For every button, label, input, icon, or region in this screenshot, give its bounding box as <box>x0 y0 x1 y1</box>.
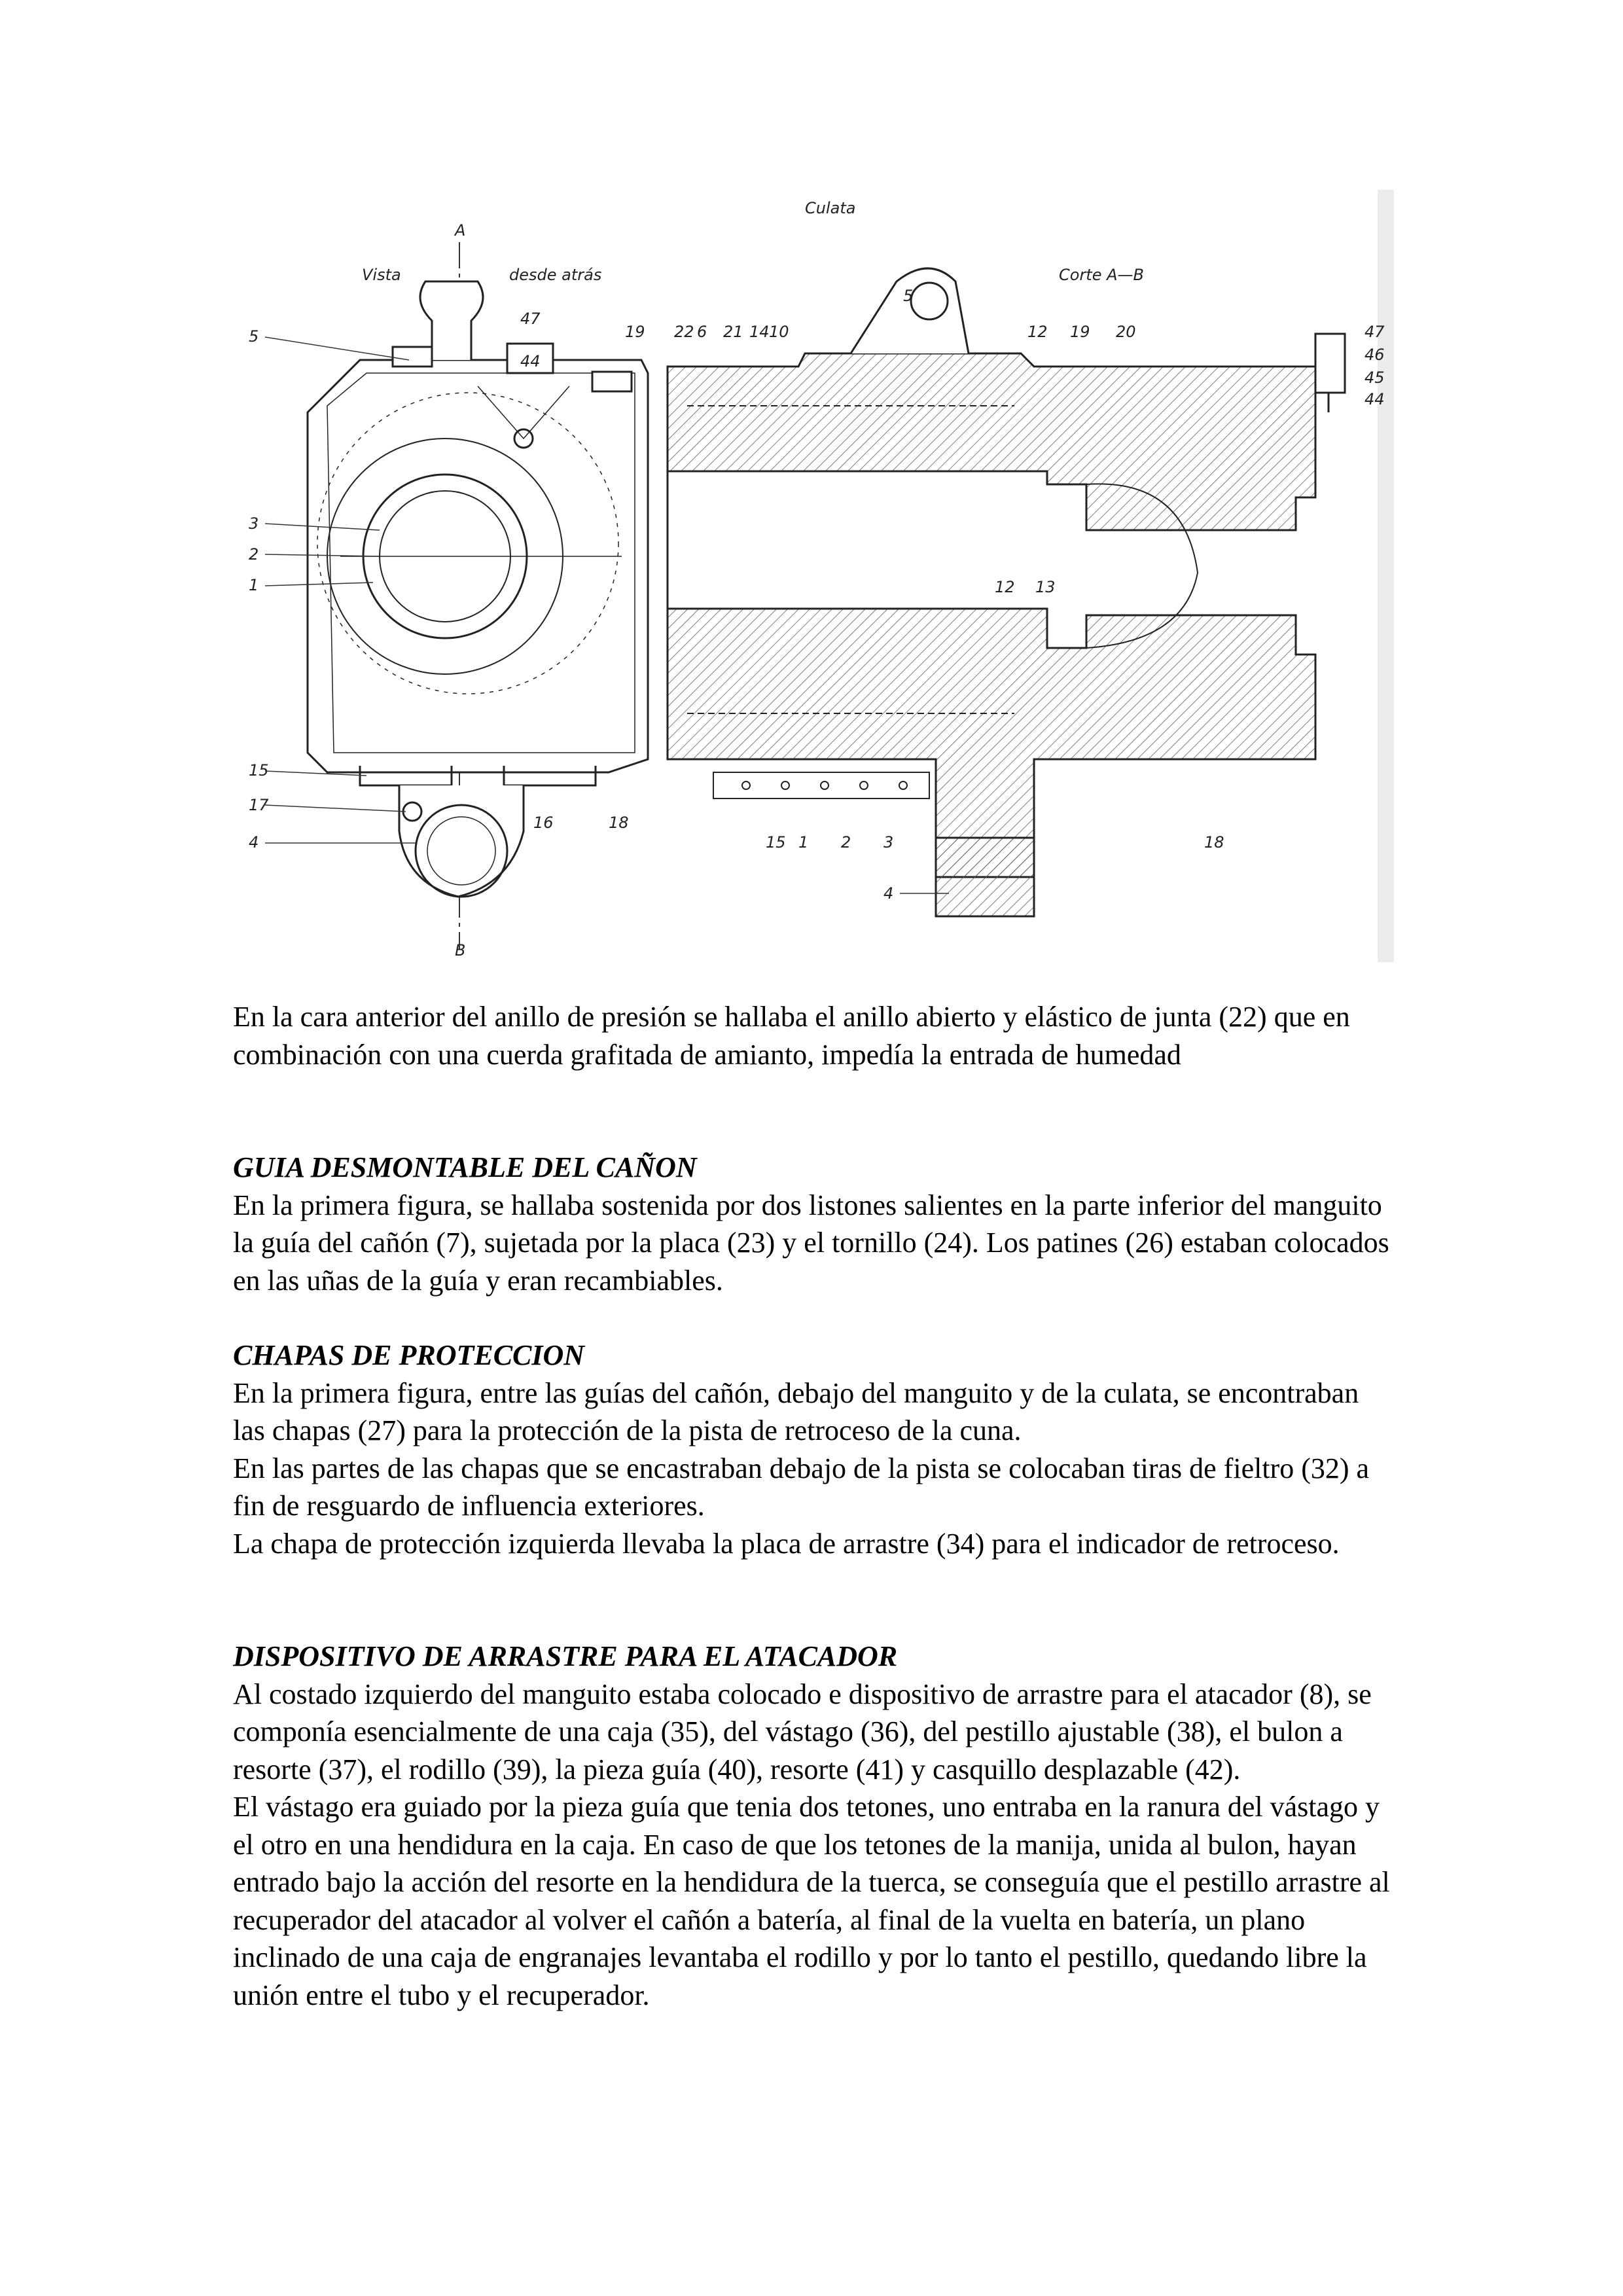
section-paragraph: En la primera figura, se hallaba sostenida por dos listones salientes en la parte inferior del manguito la guía del cañón (7), sujetada por la placa (23) y el tornillo (24). Los patines (26) estaban colocados en las uñas de la guía y eran recambiables. <box>233 1189 1389 1297</box>
part-label: 46 <box>1364 346 1385 364</box>
part-label: 16 <box>533 814 554 832</box>
part-label: 15 <box>249 761 269 780</box>
section-heading: CHAPAS DE PROTECCION <box>233 1339 585 1371</box>
part-label: 44 <box>520 352 541 370</box>
part-label: 15 <box>766 833 786 852</box>
section-paragraph: La chapa de protección izquierda llevaba la placa de arrastre (34) para el indicador de retroceso. <box>233 1527 1340 1560</box>
section-dispositivo <box>233 1638 1398 2014</box>
part-label: 19 <box>1070 323 1090 341</box>
part-label: 44 <box>1364 390 1385 408</box>
view-right-label: Corte A—B <box>1059 266 1144 284</box>
part-label: 6 <box>697 323 707 341</box>
intro-block <box>233 998 1398 1073</box>
section-paragraph: En las partes de las chapas que se encastraban debajo de la pista se colocaban tiras de fieltro (32) a fin de resguardo de influencia exteriores. <box>233 1452 1370 1522</box>
intro-paragraph: En la cara anterior del anillo de presión se hallaba el anillo abierto y elástico de junta (22) que en combinación con una cuerda grafitada de amianto, impedía la entrada de humedad <box>233 1001 1350 1071</box>
part-label: 1 <box>798 833 809 852</box>
part-label: 19 <box>625 323 645 341</box>
section-paragraph: Al costado izquierdo del manguito estaba colocado e dispositivo de arrastre para el atacador (8), se componía esencialmente de una caja (35), del vástago (36), del pestillo ajustable (38), el bulon a resorte (37), el rodillo (39), la pieza guía (40), resorte (41) y casquillo desplazable (42). <box>233 1677 1372 1785</box>
part-label: 5 <box>903 287 914 305</box>
figure-title: Culata <box>805 199 856 217</box>
part-label: 47 <box>1364 323 1385 341</box>
part-label: 14 <box>749 323 770 341</box>
part-label: 10 <box>769 323 789 341</box>
part-label: 5 <box>249 327 259 346</box>
section-heading: DISPOSITIVO DE ARRASTRE PARA EL ATACADOR <box>233 1640 898 1672</box>
view-left-label: Vista <box>362 266 401 284</box>
section-paragraph: En la primera figura, entre las guías del cañón, debajo del manguito y de la culata, se encontraban las chapas (27) para la protección de la pista de retroceso de la cuna. <box>233 1376 1359 1446</box>
breech-technical-drawing <box>229 190 1394 962</box>
view-left-sublabel: desde atrás <box>509 266 602 284</box>
part-label: 18 <box>1204 833 1224 852</box>
part-label: 2 <box>841 833 851 852</box>
part-label: 4 <box>249 833 259 852</box>
part-label: 45 <box>1364 368 1385 387</box>
part-label: 47 <box>520 310 541 328</box>
part-label: 17 <box>249 796 269 814</box>
section-guia <box>233 1149 1398 1299</box>
section-a-label: A <box>455 221 466 240</box>
part-label: 18 <box>609 814 629 832</box>
part-label: 2 <box>249 545 259 564</box>
part-label: 13 <box>1035 578 1056 596</box>
part-label: 1 <box>249 576 259 594</box>
part-label: 12 <box>1027 323 1048 341</box>
section-paragraph: El vástago era guiado por la pieza guía que tenia dos tetones, uno entraba en la ranura del vástago y el otro en una hendidura en la caja. En caso de que los tetones de la manija, unida al bulon, hayan entrado bajo la acción del resorte en la hendidura de la tuerca, se conseguía que el pestillo arrastre al recuperador del atacador al volver el cañón a batería, al final de la vuelta en batería, un plano inclinado de una caja de engranajes levantaba el rodillo y por lo tanto el pestillo, quedando libre la unión entre el tubo y el recuperador. <box>233 1791 1390 2011</box>
part-label: 3 <box>249 514 259 533</box>
part-label: 20 <box>1116 323 1136 341</box>
section-chapas <box>233 1336 1398 1562</box>
part-label: 3 <box>883 833 894 852</box>
section-b-label: B <box>455 941 466 960</box>
section-heading: GUIA DESMONTABLE DEL CAÑON <box>233 1151 697 1183</box>
part-label: 21 <box>723 323 743 341</box>
part-label: 12 <box>995 578 1015 596</box>
breech-drawing-svg <box>229 190 1394 962</box>
part-label: 4 <box>883 884 894 903</box>
part-label: 22 <box>674 323 694 341</box>
